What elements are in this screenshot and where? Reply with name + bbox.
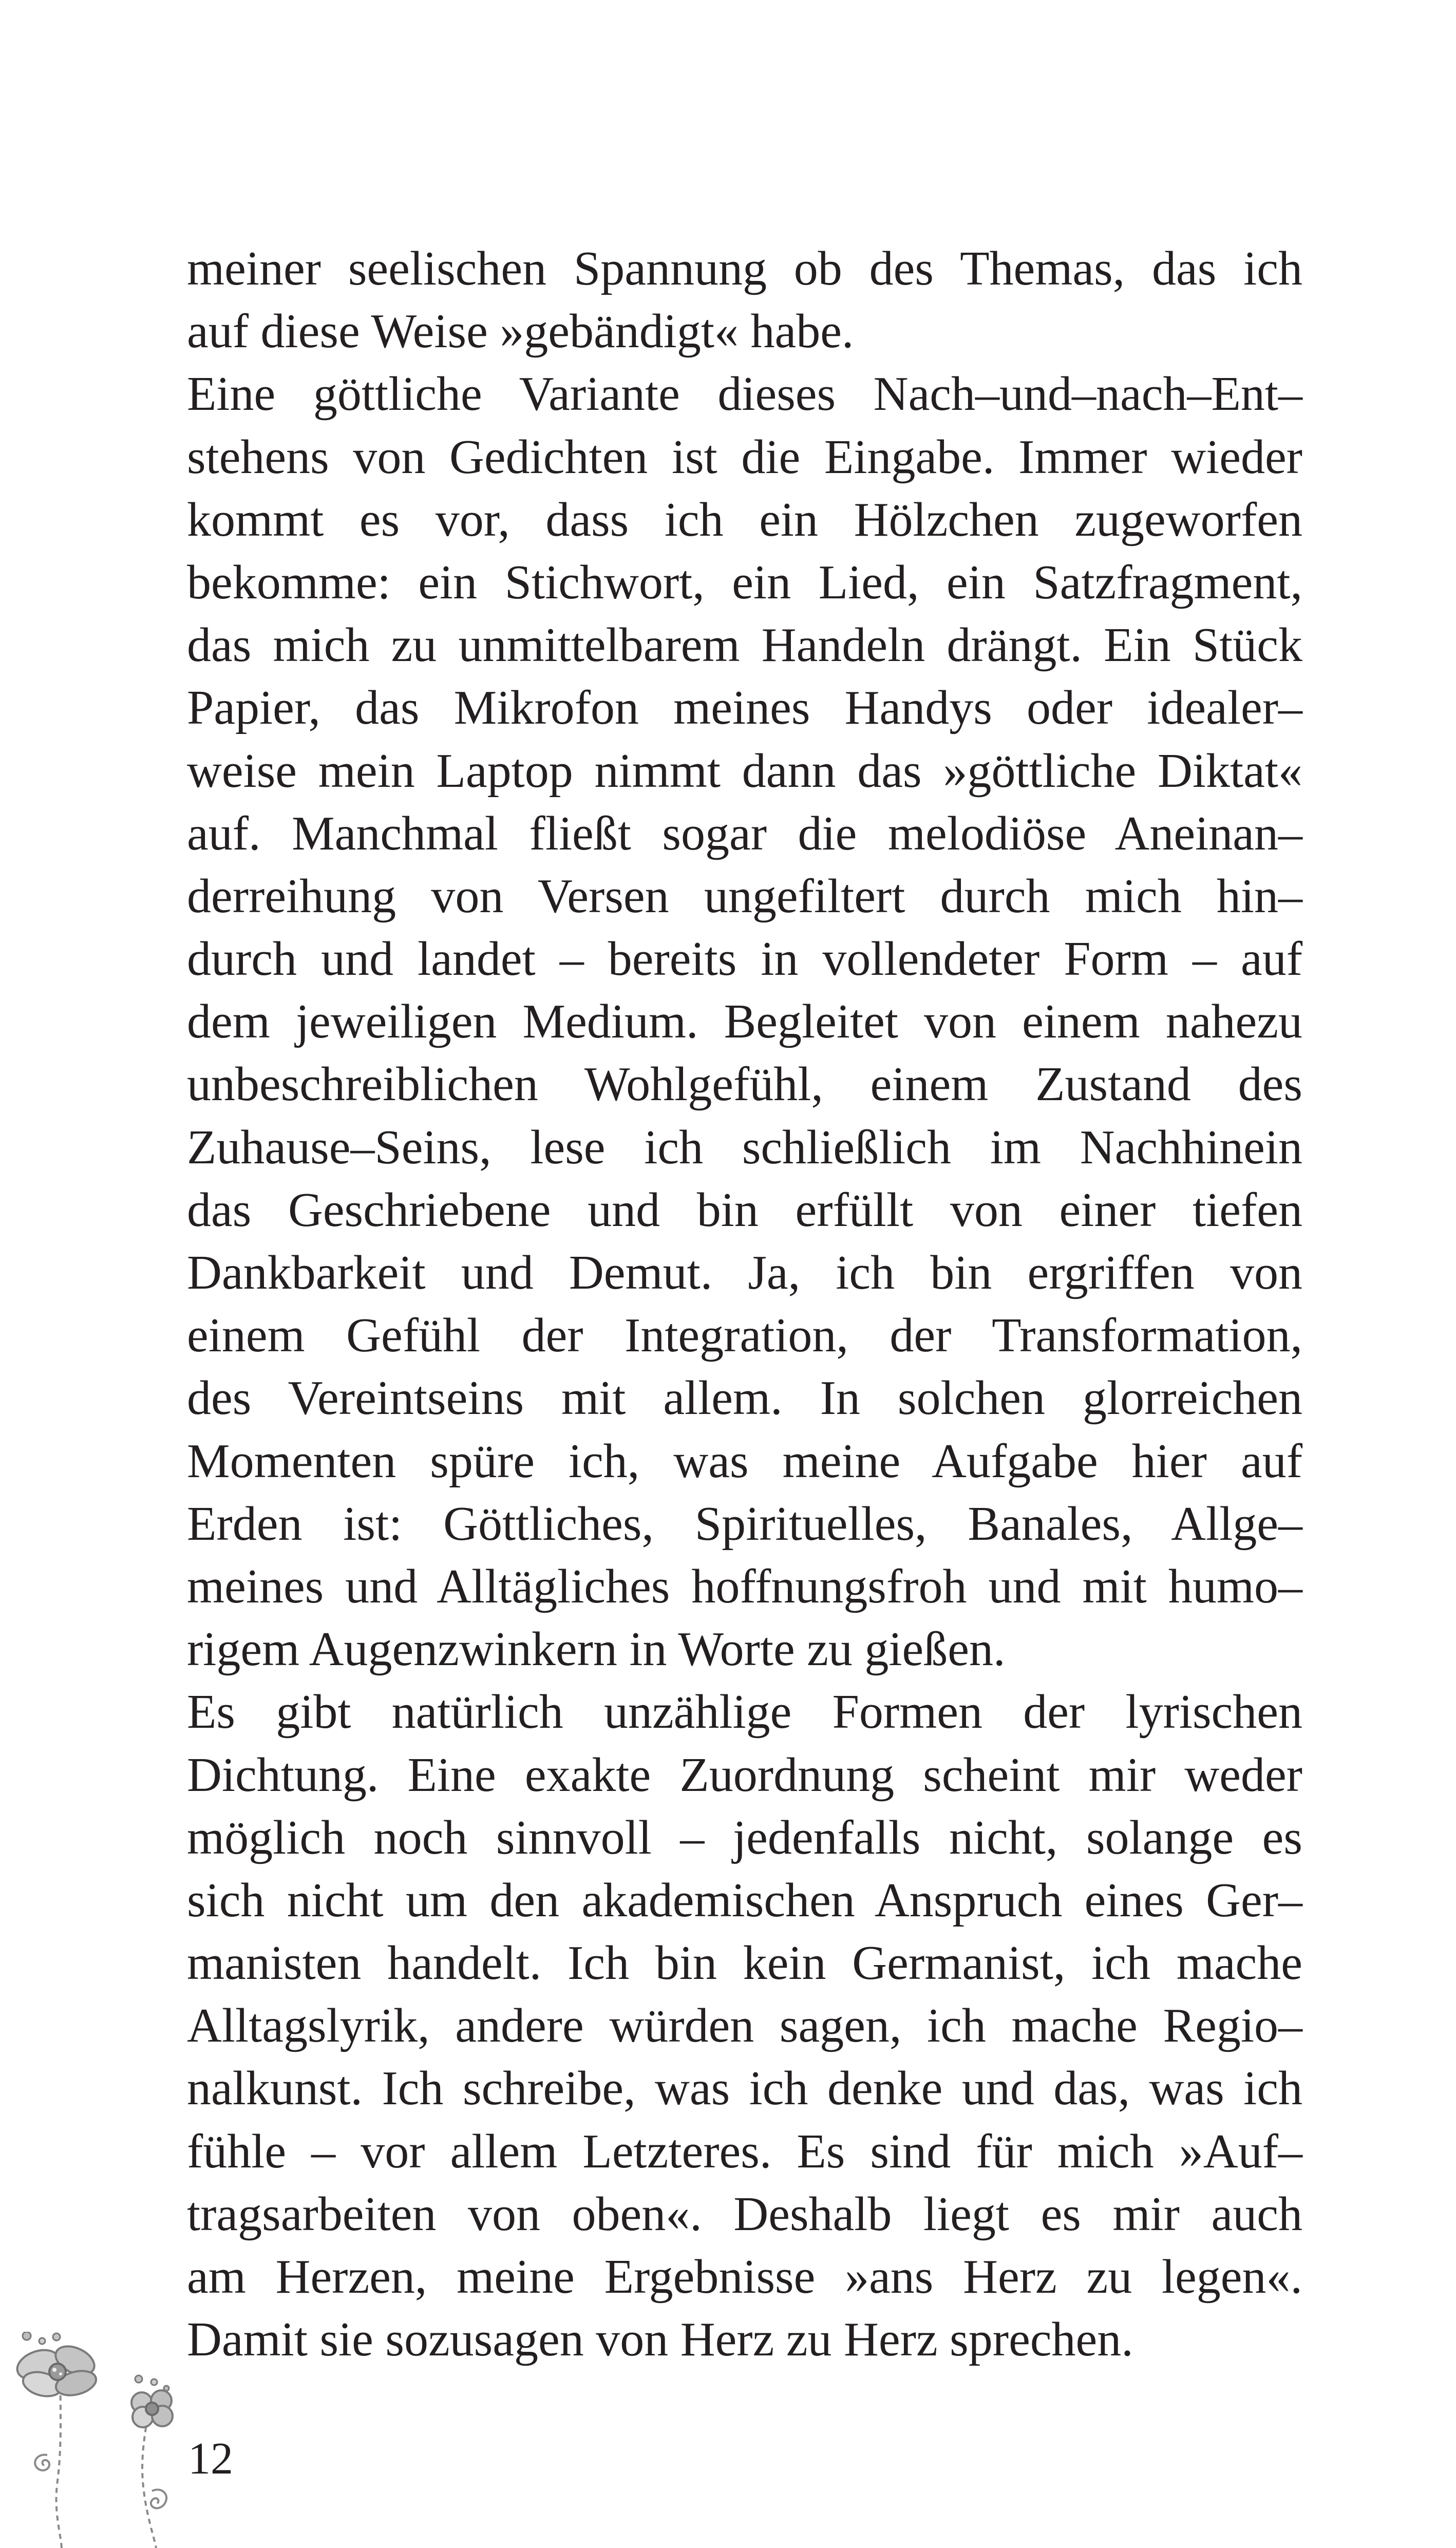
body-text	[187, 237, 1302, 2371]
text-line: kommt es vor, dass ich ein Hölzchen zugeworfen	[187, 493, 1302, 546]
text-line: Alltagslyrik, andere würden sagen, ich mache Regio–	[187, 1999, 1302, 2053]
text-line: tragsarbeiten von oben«. Deshalb liegt es mir auch	[187, 2187, 1302, 2241]
text-line: einem Gefühl der Integration, der Transformation,	[187, 1309, 1302, 1363]
text-line: fühle – vor allem Letzteres. Es sind für mich »Auf–	[187, 2124, 1302, 2178]
text-line: Dankbarkeit und Demut. Ja, ich bin ergriffen von	[187, 1246, 1302, 1299]
text-line: meines und Alltägliches hoffnungsfroh und mit humo–	[187, 1559, 1302, 1613]
text-line: auf. Manchmal fließt sogar die melodiöse Aneinan–	[187, 806, 1302, 860]
flower-icon	[0, 2332, 205, 2548]
text-line: Es gibt natürlich unzählige Formen der lyrischen	[187, 1685, 1302, 1739]
text-line: Zuhause–Seins, lese ich schließlich im Nachhinein	[187, 1120, 1302, 1174]
text-line: Erden ist: Göttliches, Spirituelles, Banales, Allge–	[187, 1497, 1302, 1551]
text-line: sich nicht um den akademischen Anspruch eines Ger–	[187, 1873, 1302, 1927]
text-line: das mich zu unmittelbarem Handeln drängt. Ein Stück	[187, 618, 1302, 672]
text-line: unbeschreiblichen Wohlgefühl, einem Zustand des	[187, 1058, 1302, 1111]
text-line: bekomme: ein Stichwort, ein Lied, ein Satzfragment,	[187, 555, 1302, 609]
page-number: 12	[188, 2434, 233, 2484]
text-line: stehens von Gedichten ist die Eingabe. Immer wieder	[187, 430, 1302, 484]
text-line: durch und landet – bereits in vollendeter Form – auf	[187, 932, 1302, 986]
text-line: rigem Augenzwinkern in Worte zu gießen.	[187, 1622, 1006, 1676]
text-line: Dichtung. Eine exakte Zuordnung scheint mir weder	[187, 1748, 1302, 1802]
text-line: Damit sie sozusagen von Herz zu Herz sprechen.	[187, 2313, 1133, 2367]
text-line: dem jeweiligen Medium. Begleitet von einem nahezu	[187, 995, 1302, 1049]
text-line: Momenten spüre ich, was meine Aufgabe hier auf	[187, 1434, 1302, 1488]
text-line: meiner seelischen Spannung ob des Themas, das ich	[187, 242, 1302, 295]
text-line: nalkunst. Ich schreibe, was ich denke und das, was ich	[187, 2062, 1302, 2116]
text-line: das Geschriebene und bin erfüllt von einer tiefen	[187, 1183, 1302, 1237]
text-line: Eine göttliche Variante dieses Nach–und–nach–Ent–	[187, 367, 1302, 421]
text-line: auf diese Weise »gebändigt« habe.	[187, 305, 854, 358]
text-line: derreihung von Versen ungefiltert durch mich hin–	[187, 869, 1302, 923]
text-line: möglich noch sinnvoll – jedenfalls nicht, solange es	[187, 1810, 1302, 1864]
text-line: weise mein Laptop nimmt dann das »göttliche Diktat«	[187, 744, 1302, 798]
text-line: des Vereintseins mit allem. In solchen glorreichen	[187, 1371, 1302, 1425]
text-line: manisten handelt. Ich bin kein Germanist, ich mache	[187, 1936, 1302, 1990]
text-line: Papier, das Mikrofon meines Handys oder idealer–	[187, 681, 1302, 735]
text-line: am Herzen, meine Ergebnisse »ans Herz zu legen«.	[187, 2250, 1302, 2304]
